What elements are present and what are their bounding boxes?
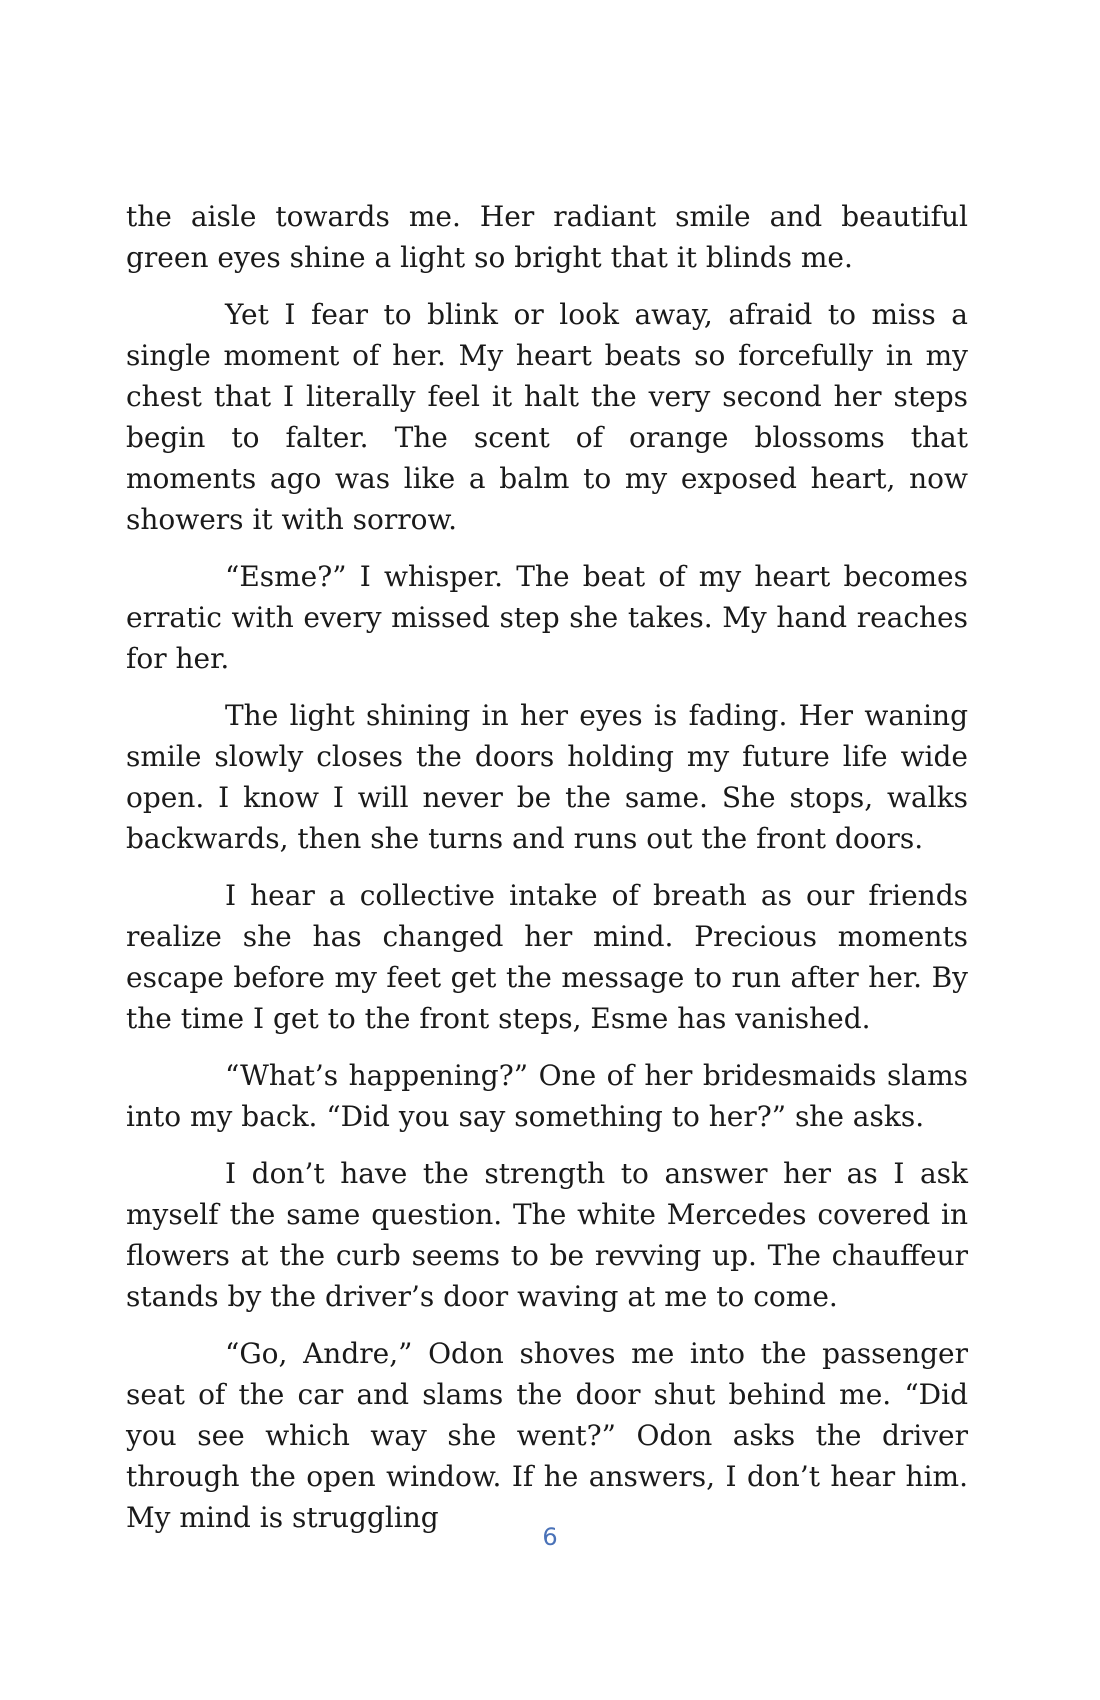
paragraph-4: The light shining in her eyes is fading. Her waning smile slowly closes the doors holding my future life wide open. I know I will never be the same. She stops, walks backwards, then she turns and runs out the front doors. <box>126 699 968 855</box>
paragraph-6: “What’s happening?” One of her bridesmaids slams into my back. “Did you say something to her?” she asks. <box>126 1059 968 1133</box>
paragraph-5: I hear a collective intake of breath as our friends realize she has changed her mind. Precious moments escape before my feet get the message to run after her. By the time I get to the front steps, Esme has vanished. <box>126 879 968 1035</box>
paragraph-1: the aisle towards me. Her radiant smile and beautiful green eyes shine a light so bright that it blinds me. <box>126 200 968 274</box>
paragraph-3: “Esme?” I whisper. The beat of my heart becomes erratic with every missed step she takes. My hand reaches for her. <box>126 560 968 675</box>
body-text <box>126 196 968 1554</box>
paragraph-7: I don’t have the strength to answer her as I ask myself the same question. The white Mercedes covered in flowers at the curb seems to be revving up. The chauffeur stands by the driver’s door waving at me to come. <box>126 1157 968 1313</box>
page-number: 6 <box>542 1523 558 1551</box>
paragraph-2: Yet I fear to blink or look away, afraid to miss a single moment of her. My heart beats so forcefully in my chest that I literally feel it halt the very second her steps begin to falter. The scent of orange blossoms that moments ago was like a balm to my exposed heart, now showers it with sorrow. <box>126 298 968 536</box>
paragraph-8: “Go, Andre,” Odon shoves me into the passenger seat of the car and slams the door shut behind me. “Did you see which way she went?” Odon asks the driver through the open window. If he answers, I don’t hear him. My mind is struggling <box>126 1337 968 1534</box>
